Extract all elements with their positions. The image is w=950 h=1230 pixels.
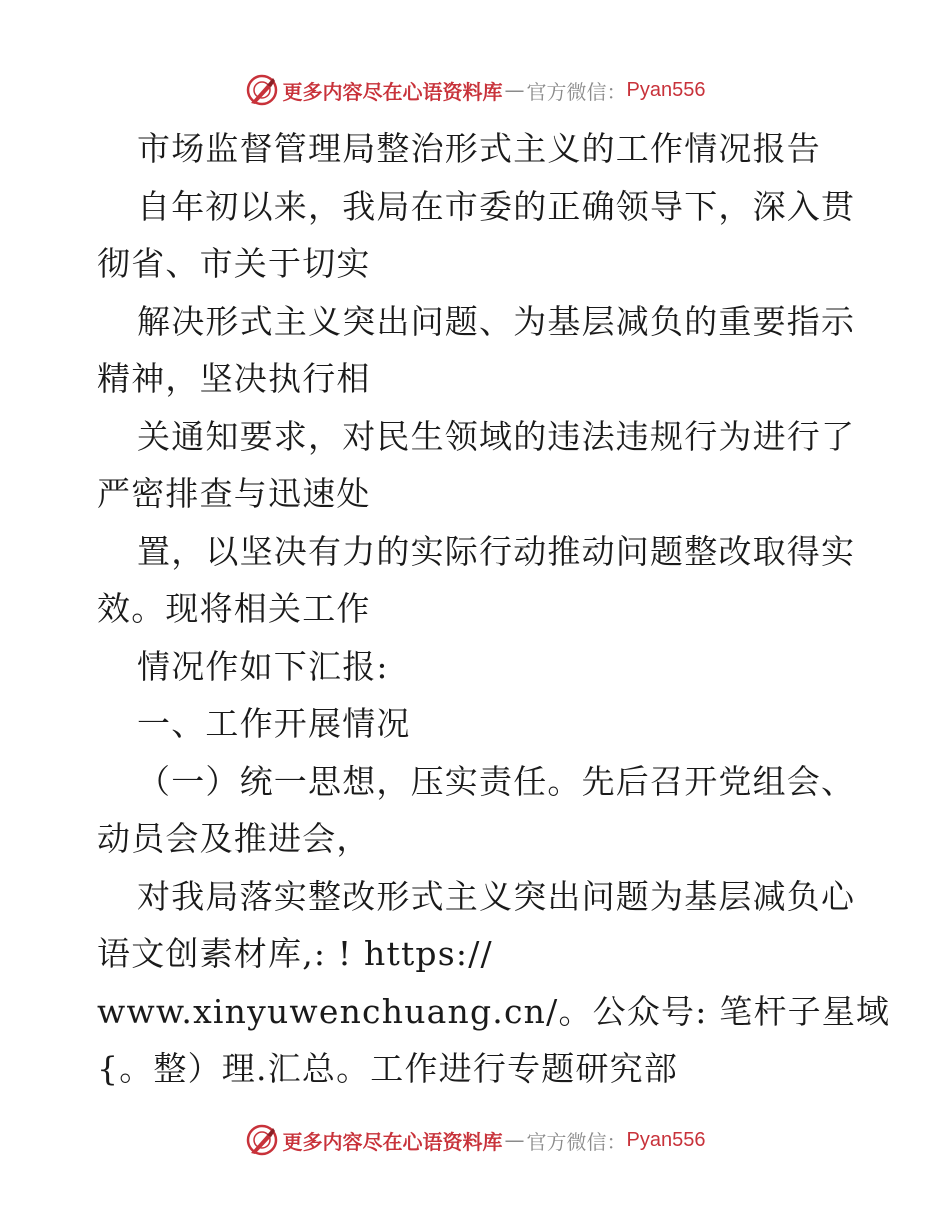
text-line: 语文创素材库,: ! https:// [97,934,493,973]
banner-slogan: 更多内容尽在心语资料库 [282,79,503,104]
text-line: 动员会及推进会， [97,819,371,858]
pen-logo-icon [245,73,279,107]
text-line: 精神，坚决执行相 [97,359,371,398]
text-line: 效。现将相关工作 [97,589,371,628]
document-body [97,120,891,1098]
text-line: 情况作如下汇报: [137,646,389,686]
text-line: （一）统一思想，压实责任。先后召开党组会、 [137,761,856,801]
text-line: 关通知要求，对民生领域的违法违规行为进行了 [137,416,856,456]
banner-dash: — [504,78,525,102]
text-line: www.xinyuwenchuang.cn/。公众号: 笔杆子星域 [97,991,891,1031]
header-banner [0,70,950,110]
banner-wechat-label: 官方微信： [526,1129,627,1154]
text-line: 置，以坚决有力的实际行动推动问题整改取得实 [137,531,856,571]
text-line: 对我局落实整改形式主义突出问题为基层减负心 [137,876,856,916]
banner-slogan: 更多内容尽在心语资料库 [282,1129,503,1154]
banner-wechat-id: Pyan556 [626,1128,706,1151]
text-line: 彻省、市关于切实 [97,244,371,283]
pen-logo-icon [245,1123,279,1157]
footer-banner [0,1120,950,1160]
text-line: {。整）理.汇总。工作进行专题研究部 [97,1049,679,1088]
text-line: 自年初以来，我局在市委的正确领导下，深入贯 [137,186,856,226]
banner-wechat-id: Pyan556 [626,78,706,101]
banner-dash: — [504,1128,525,1152]
text-line: 市场监督管理局整治形式主义的工作情况报告 [137,129,821,168]
text-line: 解决形式主义突出问题、为基层减负的重要指示 [137,301,856,341]
section-heading: 一、工作开展情况 [137,704,411,743]
banner-wechat-label: 官方微信： [526,79,627,104]
text-line: 严密排查与迅速处 [97,474,371,513]
